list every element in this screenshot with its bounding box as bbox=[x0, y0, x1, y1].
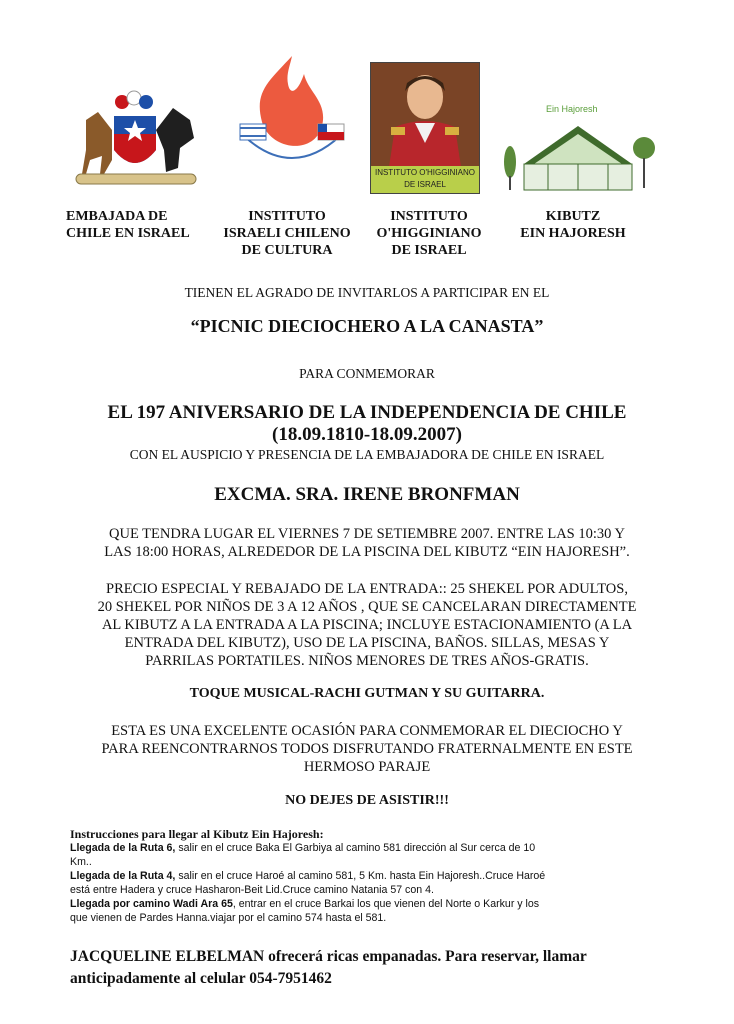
directions-header: Instrucciones para llegar al Kibutz Ein Hajoresh: bbox=[70, 827, 324, 841]
ohiggins-portrait bbox=[370, 62, 480, 194]
reservation-note: JACQUELINE ELBELMAN ofrecerá ricas empanadas. Para reservar, llamar anticipadamente al celular 054-7951462 bbox=[70, 948, 587, 987]
wadi-ara-directions: Llegada por camino Wadi Ara 65, entrar en el cruce Barkai los que vienen del Norte o Karkur y los bbox=[70, 898, 540, 910]
auspice-line: CON EL AUSPICIO Y PRESENCIA DE LA EMBAJADORA DE CHILE EN ISRAEL bbox=[129, 447, 605, 462]
dont-miss-line: NO DEJES DE ASISTIR!!! bbox=[285, 793, 449, 808]
occasion-paragraph: ESTA ES UNA EXCELENTE OCASIÓN PARA CONMEMORAR EL DIECIOCHO Y PARA REENCONTRARNOS TODOS DISFRUTANDO FRATERNALMENTE EN ESTE HERMOSO PARAJE bbox=[101, 723, 633, 775]
para-conmemorar: PARA CONMEMORAR bbox=[299, 366, 435, 381]
institution-instituto-israeli-chileno: INSTITUTO ISRAELI CHILENO DE CULTURA bbox=[223, 209, 351, 258]
institution-embajada: EMBAJADA DE CHILE EN ISRAEL bbox=[66, 209, 190, 241]
event-title: “PICNIC DIECIOCHERO A LA CANASTA” bbox=[190, 316, 544, 336]
directions-block bbox=[70, 827, 670, 925]
logo-row bbox=[0, 52, 734, 197]
kibbutz-logo bbox=[498, 104, 658, 194]
music-line: TOQUE MUSICAL-RACHI GUTMAN Y SU GUITARRA. bbox=[189, 686, 545, 701]
dates-line: (18.09.1810-18.09.2007) bbox=[272, 424, 462, 445]
ambassador-name: EXCMA. SRA. IRENE BRONFMAN bbox=[214, 484, 520, 505]
anniversary-line: EL 197 ANIVERSARIO DE LA INDEPENDENCIA DE CHILE bbox=[107, 402, 627, 423]
portrait-caption: INSTITUTO O'HIGGINIANO DE ISRAEL bbox=[371, 166, 479, 193]
wadi-ara-directions-cont: que vienen de Pardes Hanna.viajar por el camino 574 hasta el 581. bbox=[70, 912, 387, 924]
chile-coat-of-arms-icon bbox=[68, 90, 204, 190]
kibbutz-logo-label: Ein Hajoresh bbox=[546, 104, 598, 114]
route6-directions-cont: Km.. bbox=[70, 856, 92, 868]
route4-directions-cont: está entre Hadera y cruce Hasharon-Beit Lid.Cruce camino Natania 57 con 4. bbox=[70, 884, 434, 896]
invite-line: TIENEN EL AGRADO DE INVITARLOS A PARTICIPAR EN EL bbox=[184, 285, 550, 300]
institution-instituto-ohigginiano: INSTITUTO O'HIGGINIANO DE ISRAEL bbox=[376, 209, 482, 258]
when-where-paragraph: QUE TENDRA LUGAR EL VIERNES 7 DE SETIEMBRE 2007. ENTRE LAS 10:30 Y LAS 18:00 HORAS, ALREDEDOR DE LA PISCINA DEL KIBUTZ “EIN HAJORESH”. bbox=[104, 526, 630, 560]
route4-directions: Llegada de la Ruta 4, salir en el cruce Haroé al camino 581, 5 Km. hasta Ein Hajoresh..Cruce Haroé bbox=[70, 870, 546, 882]
price-paragraph: PRECIO ESPECIAL Y REBAJADO DE LA ENTRADA:: 25 SHEKEL POR ADULTOS, 20 SHEKEL POR NIÑOS DE 3 A 12 AÑOS , QUE SE CANCELARAN DIRECTAMENTE AL KIBUTZ A LA ENTRADA A LA PISCINA; INCLUYE ESTACIONAMIENTO (A LA ENTRADA DEL KIBUTZ), USO DE LA PISCINA, BAÑOS. SILLAS, MESAS Y PARRILAS PORTATILES. NIÑOS MENORES DE TRES AÑOS-GRATIS. bbox=[97, 581, 637, 669]
route6-directions: Llegada de la Ruta 6, salir en el cruce Baka El Garbiya al camino 581 dirección al Sur cerca de 10 bbox=[70, 842, 536, 854]
institution-kibutz: KIBUTZ EIN HAJORESH bbox=[520, 209, 626, 241]
institute-flame-logo bbox=[228, 52, 356, 180]
